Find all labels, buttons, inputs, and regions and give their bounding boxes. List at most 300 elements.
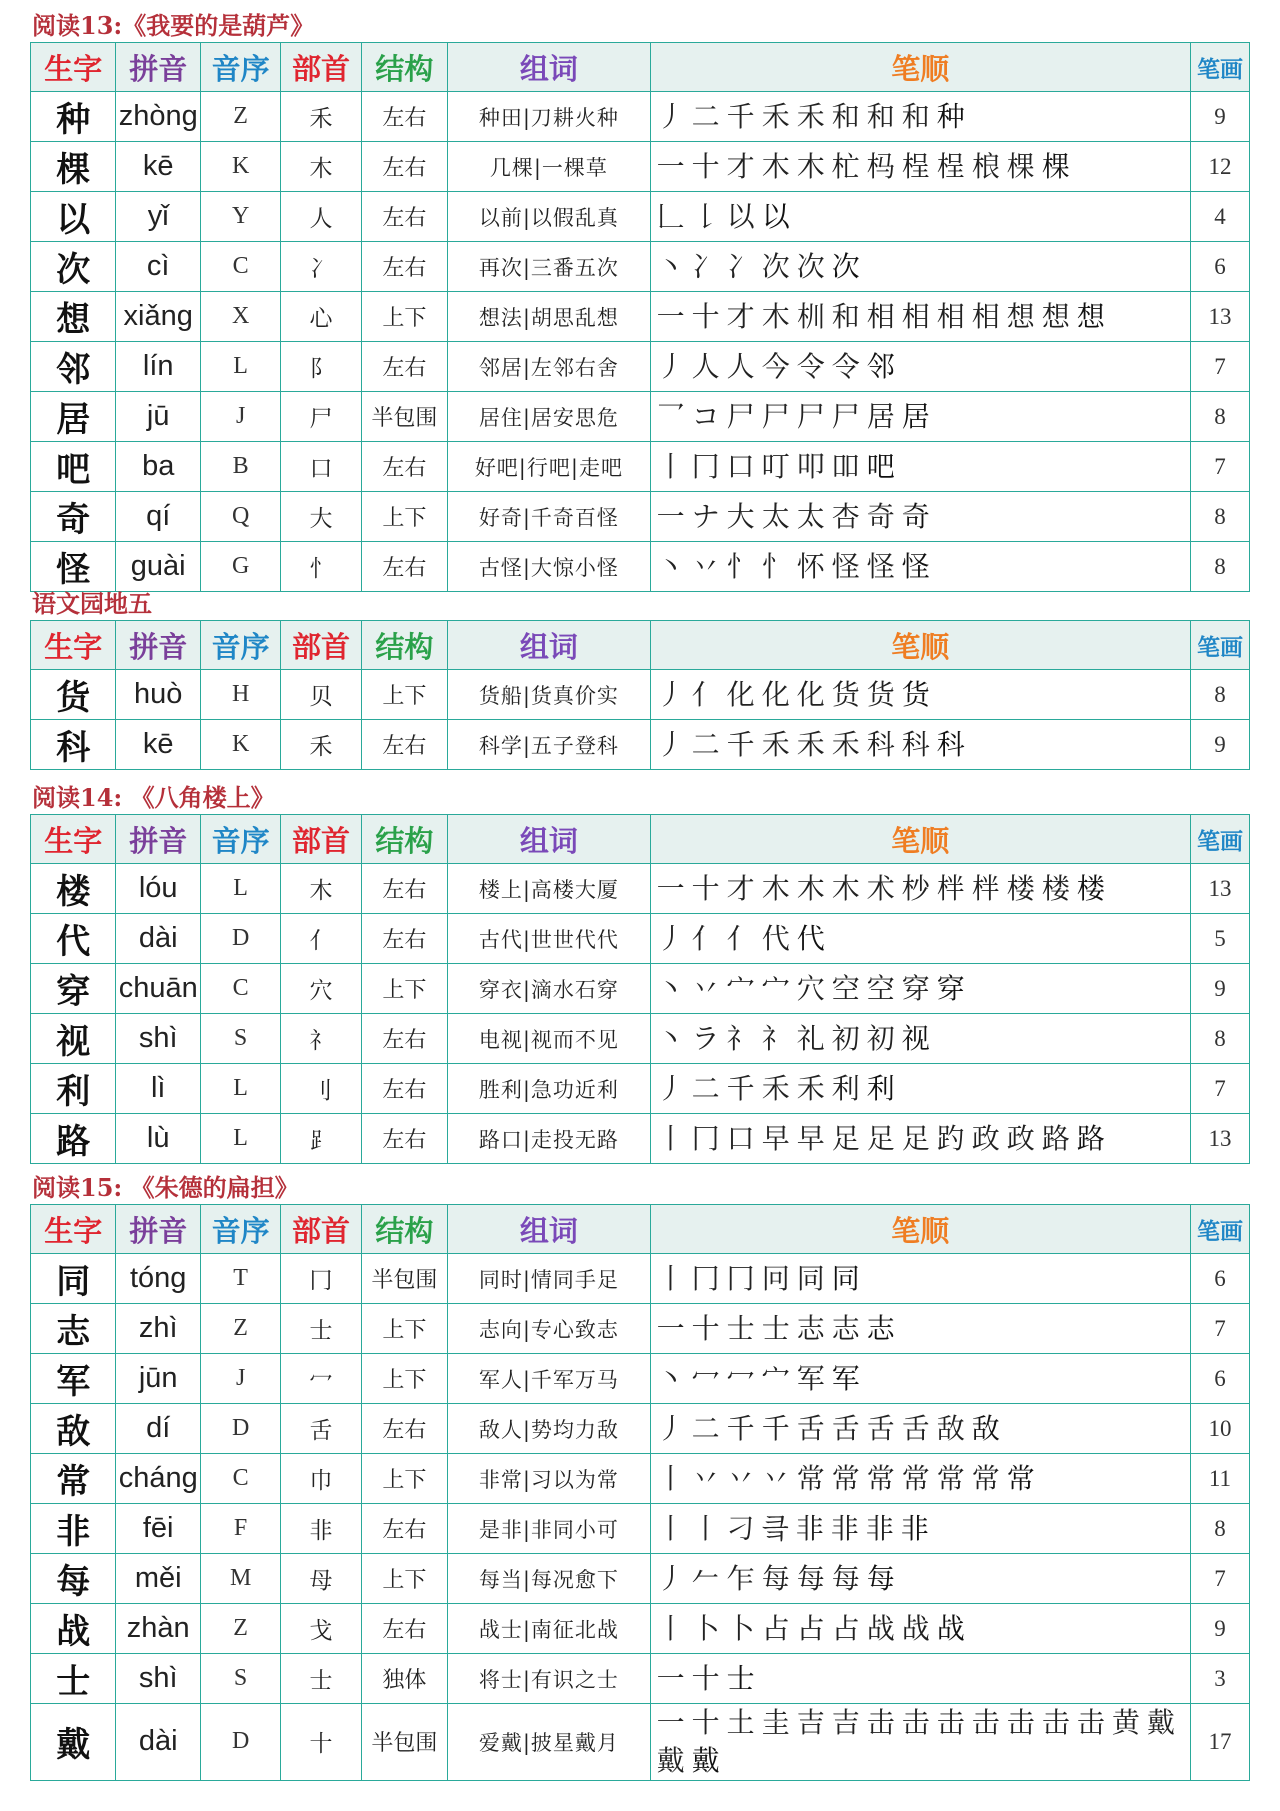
section-chinese-garden-5 [30, 588, 1250, 770]
stroke-step: 忄 [761, 549, 790, 583]
stroke-step: 货 [866, 677, 895, 711]
stroke-step: 亻 [726, 921, 755, 955]
header-words: 组词 [448, 43, 650, 92]
stroke-step: 乛 [656, 399, 685, 433]
header-count: 笔画 [1190, 43, 1249, 92]
words-cell: 邻居|左邻右舍 [448, 342, 650, 392]
words-cell: 军人|千军万马 [448, 1354, 650, 1404]
stroke-count-cell: 6 [1190, 242, 1249, 292]
stroke-step: 圭 [761, 1706, 790, 1739]
stroke-step: 常 [831, 1461, 860, 1495]
stroke-order-cell [650, 492, 1190, 542]
stroke-step: 楼 [1041, 871, 1070, 905]
character-table [30, 620, 1250, 770]
structure-cell: 左右 [361, 242, 447, 292]
pinyin-cell: xiǎng [116, 292, 200, 342]
character-cell: 利 [31, 1064, 116, 1114]
radical-cell: 母 [281, 1554, 361, 1604]
table-row [31, 1064, 1250, 1114]
character-cell: 奇 [31, 492, 116, 542]
header-words: 组词 [448, 815, 650, 864]
stroke-step: 怪 [901, 549, 930, 583]
radical-cell: 忄 [281, 542, 361, 592]
stroke-count-cell: 8 [1190, 492, 1249, 542]
phonetic-order-cell: Q [200, 492, 280, 542]
stroke-order-cell [650, 1604, 1190, 1654]
stroke-count-cell: 9 [1190, 720, 1249, 770]
stroke-step: 千 [726, 727, 755, 761]
stroke-step: 十 [691, 149, 720, 183]
stroke-step: 丷 [761, 1461, 790, 1495]
words-cell: 再次|三番五次 [448, 242, 650, 292]
stroke-step: 战 [901, 1611, 930, 1645]
words-cell: 爱戴|披星戴月 [448, 1704, 650, 1781]
stroke-step: 非 [900, 1511, 929, 1545]
stroke-step: 怪 [866, 549, 895, 583]
radical-cell: 士 [281, 1654, 361, 1704]
stroke-step: 常 [936, 1461, 965, 1495]
stroke-order-cell [650, 1504, 1190, 1554]
words-cell: 好奇|千奇百怪 [448, 492, 650, 542]
stroke-step: 丨 [656, 449, 685, 483]
header-row [31, 1205, 1250, 1254]
pinyin-cell: měi [116, 1554, 200, 1604]
pinyin-cell: jūn [116, 1354, 200, 1404]
phonetic-order-cell: C [200, 242, 280, 292]
stroke-step: 军 [831, 1361, 860, 1395]
stroke-step: 丨 [656, 1611, 685, 1645]
stroke-order-cell [650, 292, 1190, 342]
phonetic-order-cell: S [200, 1654, 280, 1704]
stroke-step: 同 [831, 1261, 860, 1295]
header-words: 组词 [448, 621, 650, 670]
stroke-step: 怀 [796, 549, 825, 583]
stroke-count-cell: 7 [1190, 342, 1249, 392]
stroke-step: 吧 [866, 449, 895, 483]
header-strokes: 笔顺 [650, 1205, 1190, 1254]
stroke-step: 杏 [831, 499, 860, 533]
stroke-step: 丶 [656, 1361, 685, 1395]
stroke-step: 每 [796, 1561, 825, 1595]
header-order: 音序 [200, 1205, 280, 1254]
radical-cell: 士 [281, 1304, 361, 1354]
pinyin-cell: lóu [116, 864, 200, 914]
stroke-step: 二 [691, 1071, 720, 1105]
pinyin-cell: dài [116, 1704, 200, 1781]
stroke-step: 穴 [796, 971, 825, 1005]
stroke-step: 初 [831, 1021, 860, 1055]
stroke-step: 禾 [761, 727, 790, 761]
stroke-step: 士 [726, 1311, 755, 1345]
stroke-step: 路 [1041, 1121, 1070, 1155]
phonetic-order-cell: L [200, 1114, 280, 1164]
stroke-step: 太 [796, 499, 825, 533]
stroke-step: 吅 [831, 449, 860, 483]
stroke-step: 非 [865, 1511, 894, 1545]
character-cell: 敌 [31, 1404, 116, 1454]
character-cell: 棵 [31, 142, 116, 192]
stroke-order-cell [650, 542, 1190, 592]
stroke-step: 一 [656, 1311, 685, 1345]
stroke-step: 空 [866, 971, 895, 1005]
phonetic-order-cell: T [200, 1254, 280, 1304]
character-cell: 战 [31, 1604, 116, 1654]
stroke-step: 礻 [761, 1021, 790, 1055]
stroke-step: 冂 [691, 1261, 720, 1295]
stroke-step: 丿 [656, 99, 685, 133]
stroke-step: 丨 [656, 1461, 685, 1495]
character-cell: 同 [31, 1254, 116, 1304]
stroke-step: 视 [901, 1021, 930, 1055]
structure-cell: 独体 [361, 1654, 447, 1704]
stroke-step: 和 [831, 99, 860, 133]
stroke-step: 二 [691, 99, 720, 133]
stroke-step: 杪 [901, 871, 930, 905]
radical-cell: 刂 [281, 1064, 361, 1114]
stroke-step: 占 [796, 1611, 825, 1645]
stroke-step: 乍 [726, 1561, 755, 1595]
stroke-step: 杩 [866, 149, 895, 183]
character-cell: 货 [31, 670, 116, 720]
header-char: 生字 [31, 1205, 116, 1254]
table-row [31, 1114, 1250, 1164]
stroke-step: 禾 [796, 1071, 825, 1105]
stroke-step: 货 [831, 677, 860, 711]
phonetic-order-cell: S [200, 1014, 280, 1064]
stroke-step: 击 [866, 1706, 895, 1739]
stroke-step: 击 [901, 1706, 930, 1739]
structure-cell: 左右 [361, 864, 447, 914]
words-cell: 几棵|一棵草 [448, 142, 650, 192]
pinyin-cell: ba [116, 442, 200, 492]
phonetic-order-cell: Z [200, 1604, 280, 1654]
stroke-count-cell: 13 [1190, 864, 1249, 914]
stroke-order-cell [650, 1014, 1190, 1064]
pinyin-cell: shì [116, 1654, 200, 1704]
stroke-order-cell [650, 1704, 1190, 1781]
pinyin-cell: qí [116, 492, 200, 542]
stroke-step: 十 [691, 299, 720, 333]
phonetic-order-cell: C [200, 964, 280, 1014]
phonetic-order-cell: Z [200, 92, 280, 142]
table-row [31, 292, 1250, 342]
table-row [31, 914, 1250, 964]
stroke-order-cell [650, 1354, 1190, 1404]
header-structure: 结构 [361, 621, 447, 670]
stroke-step: 一 [656, 149, 685, 183]
stroke-step: 二 [691, 1411, 720, 1445]
stroke-step: 每 [866, 1561, 895, 1595]
table-row [31, 1454, 1250, 1504]
stroke-step: 穿 [936, 971, 965, 1005]
stroke-order-cell [650, 720, 1190, 770]
stroke-step: 利 [866, 1071, 895, 1105]
structure-cell: 左右 [361, 1604, 447, 1654]
pinyin-cell: dí [116, 1404, 200, 1454]
character-cell: 士 [31, 1654, 116, 1704]
radical-cell: 非 [281, 1504, 361, 1554]
stroke-order-cell [650, 914, 1190, 964]
pinyin-cell: cì [116, 242, 200, 292]
stroke-step: 吉 [831, 1706, 860, 1739]
header-char: 生字 [31, 43, 116, 92]
stroke-step: 棵 [1006, 149, 1035, 183]
stroke-step: 尸 [796, 399, 825, 433]
stroke-step: 千 [726, 99, 755, 133]
stroke-step: 尸 [831, 399, 860, 433]
pinyin-cell: kē [116, 720, 200, 770]
stroke-step: 丿 [656, 727, 685, 761]
structure-cell: 左右 [361, 720, 447, 770]
stroke-step: 初 [866, 1021, 895, 1055]
table-row [31, 1254, 1250, 1304]
words-cell: 穿衣|滴水石穿 [448, 964, 650, 1014]
stroke-step: 𠂉 [691, 1561, 720, 1595]
structure-cell: 上下 [361, 1554, 447, 1604]
stroke-step: 击 [936, 1706, 965, 1739]
section-title: 阅读14: 《八角楼上》 [32, 783, 275, 812]
table-row [31, 392, 1250, 442]
stroke-step: 丶 [656, 549, 685, 583]
stroke-count-cell: 13 [1190, 292, 1249, 342]
structure-cell: 左右 [361, 914, 447, 964]
stroke-step: 常 [866, 1461, 895, 1495]
header-strokes: 笔顺 [650, 815, 1190, 864]
stroke-step: 科 [866, 727, 895, 761]
stroke-order-cell [650, 1654, 1190, 1704]
stroke-step: 킄 [761, 1511, 789, 1545]
stroke-step: 礻 [726, 1021, 755, 1055]
stroke-step: 化 [796, 677, 825, 711]
phonetic-order-cell: F [200, 1504, 280, 1554]
stroke-step: 丨 [656, 1121, 685, 1155]
stroke-step: 丿 [656, 1071, 685, 1105]
character-cell: 居 [31, 392, 116, 442]
pinyin-cell: lì [116, 1064, 200, 1114]
phonetic-order-cell: Y [200, 192, 280, 242]
words-cell: 是非|非同小可 [448, 1504, 650, 1554]
stroke-step: 人 [726, 349, 755, 383]
stroke-step: 舌 [866, 1411, 895, 1445]
character-cell: 戴 [31, 1704, 116, 1781]
stroke-step: 戴 [656, 1743, 685, 1777]
stroke-step: 卜 [691, 1611, 720, 1645]
stroke-step: 同 [796, 1261, 825, 1295]
stroke-step: 刁 [726, 1511, 755, 1545]
stroke-step: 舌 [901, 1411, 930, 1445]
pinyin-cell: kē [116, 142, 200, 192]
stroke-count-cell: 3 [1190, 1654, 1249, 1704]
stroke-step: 穿 [901, 971, 930, 1005]
stroke-step: 空 [831, 971, 860, 1005]
stroke-step: 货 [901, 677, 930, 711]
header-row [31, 815, 1250, 864]
header-radical: 部首 [281, 621, 361, 670]
stroke-order-cell [650, 1304, 1190, 1354]
stroke-order-cell [650, 1064, 1190, 1114]
stroke-count-cell: 8 [1190, 392, 1249, 442]
stroke-count-cell: 7 [1190, 1554, 1249, 1604]
stroke-step: 术 [866, 871, 895, 905]
phonetic-order-cell: X [200, 292, 280, 342]
stroke-step: 战 [866, 1611, 895, 1645]
stroke-step: 禾 [761, 1071, 790, 1105]
stroke-order-cell [650, 1554, 1190, 1604]
stroke-step: 禾 [831, 727, 860, 761]
words-cell: 非常|习以为常 [448, 1454, 650, 1504]
stroke-step: 口 [726, 1121, 755, 1155]
stroke-step: 足 [901, 1121, 930, 1155]
header-order: 音序 [200, 621, 280, 670]
stroke-step: 相 [866, 299, 895, 333]
stroke-step: 化 [726, 677, 755, 711]
radical-cell: 戈 [281, 1604, 361, 1654]
stroke-count-cell: 17 [1190, 1704, 1249, 1781]
stroke-step: 冖 [726, 1361, 755, 1395]
stroke-step: 尸 [761, 399, 790, 433]
stroke-step: 戴 [691, 1743, 720, 1777]
words-cell: 科学|五子登科 [448, 720, 650, 770]
stroke-step: 战 [936, 1611, 965, 1645]
table-row [31, 1504, 1250, 1554]
stroke-count-cell: 9 [1190, 964, 1249, 1014]
stroke-step: 丿 [656, 677, 685, 711]
pinyin-cell: shì [116, 1014, 200, 1064]
stroke-step: 种 [936, 99, 965, 133]
stroke-step: 黄 [1111, 1706, 1140, 1739]
phonetic-order-cell: K [200, 720, 280, 770]
stroke-step: 足 [831, 1121, 860, 1155]
character-cell: 次 [31, 242, 116, 292]
stroke-step: 冂 [691, 1121, 720, 1155]
stroke-step: 十 [691, 871, 720, 905]
table-row [31, 1404, 1250, 1454]
header-structure: 结构 [361, 1205, 447, 1254]
stroke-order-cell [650, 1254, 1190, 1304]
stroke-order-cell [650, 1114, 1190, 1164]
words-cell: 以前|以假乱真 [448, 192, 650, 242]
header-count: 笔画 [1190, 621, 1249, 670]
character-cell: 想 [31, 292, 116, 342]
radical-cell: 亻 [281, 914, 361, 964]
table-row [31, 492, 1250, 542]
stroke-step: 宀 [726, 971, 755, 1005]
phonetic-order-cell: D [200, 914, 280, 964]
radical-cell: ⻊ [281, 1114, 361, 1164]
stroke-step: 邻 [866, 349, 895, 383]
structure-cell: 上下 [361, 670, 447, 720]
phonetic-order-cell: D [200, 1404, 280, 1454]
pinyin-cell: cháng [116, 1454, 200, 1504]
words-cell: 好吧|行吧|走吧 [448, 442, 650, 492]
header-char: 生字 [31, 621, 116, 670]
words-cell: 古怪|大惊小怪 [448, 542, 650, 592]
header-order: 音序 [200, 43, 280, 92]
stroke-step: 杊 [796, 299, 825, 333]
stroke-step: 相 [971, 299, 1000, 333]
table-row [31, 542, 1250, 592]
header-radical: 部首 [281, 815, 361, 864]
header-row [31, 43, 1250, 92]
words-cell: 每当|每况愈下 [448, 1554, 650, 1604]
stroke-step: 非 [795, 1511, 824, 1545]
table-row [31, 720, 1250, 770]
radical-cell: 禾 [281, 92, 361, 142]
stroke-step: 占 [831, 1611, 860, 1645]
stroke-step: 木 [796, 871, 825, 905]
structure-cell: 上下 [361, 292, 447, 342]
stroke-step: 冂 [691, 449, 720, 483]
stroke-step: 常 [971, 1461, 1000, 1495]
stroke-step: 𠃊 [656, 199, 685, 233]
radical-cell: 禾 [281, 720, 361, 770]
character-cell: 楼 [31, 864, 116, 914]
stroke-step: 每 [831, 1561, 860, 1595]
radical-cell: 冂 [281, 1254, 361, 1304]
stroke-step: 击 [971, 1706, 1000, 1739]
header-pinyin: 拼音 [116, 1205, 200, 1254]
stroke-count-cell: 9 [1190, 1604, 1249, 1654]
character-cell: 怪 [31, 542, 116, 592]
header-pinyin: 拼音 [116, 815, 200, 864]
stroke-step: 一 [656, 1661, 685, 1695]
table-row [31, 442, 1250, 492]
stroke-step: 志 [831, 1311, 860, 1345]
table-row [31, 964, 1250, 1014]
stroke-count-cell: 10 [1190, 1404, 1249, 1454]
table-row [31, 864, 1250, 914]
stroke-step: 志 [866, 1311, 895, 1345]
stroke-step: 柈 [936, 871, 965, 905]
pinyin-cell: guài [116, 542, 200, 592]
stroke-step: 冫 [691, 249, 720, 283]
stroke-step: ラ [691, 1021, 720, 1055]
stroke-step: 尸 [726, 399, 755, 433]
stroke-step: 代 [761, 921, 790, 955]
stroke-order-cell [650, 964, 1190, 1014]
header-pinyin: 拼音 [116, 43, 200, 92]
character-cell: 穿 [31, 964, 116, 1014]
table-row [31, 1704, 1250, 1781]
radical-cell: 人 [281, 192, 361, 242]
stroke-step: 丿 [656, 349, 685, 383]
stroke-order-cell [650, 1454, 1190, 1504]
stroke-order-cell [650, 670, 1190, 720]
stroke-step: 居 [866, 399, 895, 433]
stroke-step: 占 [761, 1611, 790, 1645]
stroke-count-cell: 8 [1190, 542, 1249, 592]
stroke-step: 令 [831, 349, 860, 383]
table-row [31, 670, 1250, 720]
stroke-step: 卜 [726, 1611, 755, 1645]
structure-cell: 上下 [361, 964, 447, 1014]
radical-cell: 巾 [281, 1454, 361, 1504]
character-cell: 每 [31, 1554, 116, 1604]
stroke-step: 丷 [691, 1461, 720, 1495]
stroke-step: 十 [691, 1661, 720, 1695]
section-title: 阅读13:《我要的是葫芦》 [32, 11, 315, 40]
table-row [31, 192, 1250, 242]
stroke-step: 和 [866, 99, 895, 133]
stroke-step: 士 [761, 1311, 790, 1345]
stroke-step: 桹 [971, 149, 1000, 183]
stroke-step: 棵 [1041, 149, 1070, 183]
stroke-step: 丷 [726, 1461, 755, 1495]
pinyin-cell: huò [116, 670, 200, 720]
stroke-step: 今 [761, 349, 790, 383]
stroke-step: 桯 [936, 149, 965, 183]
stroke-step: 次 [831, 249, 860, 283]
